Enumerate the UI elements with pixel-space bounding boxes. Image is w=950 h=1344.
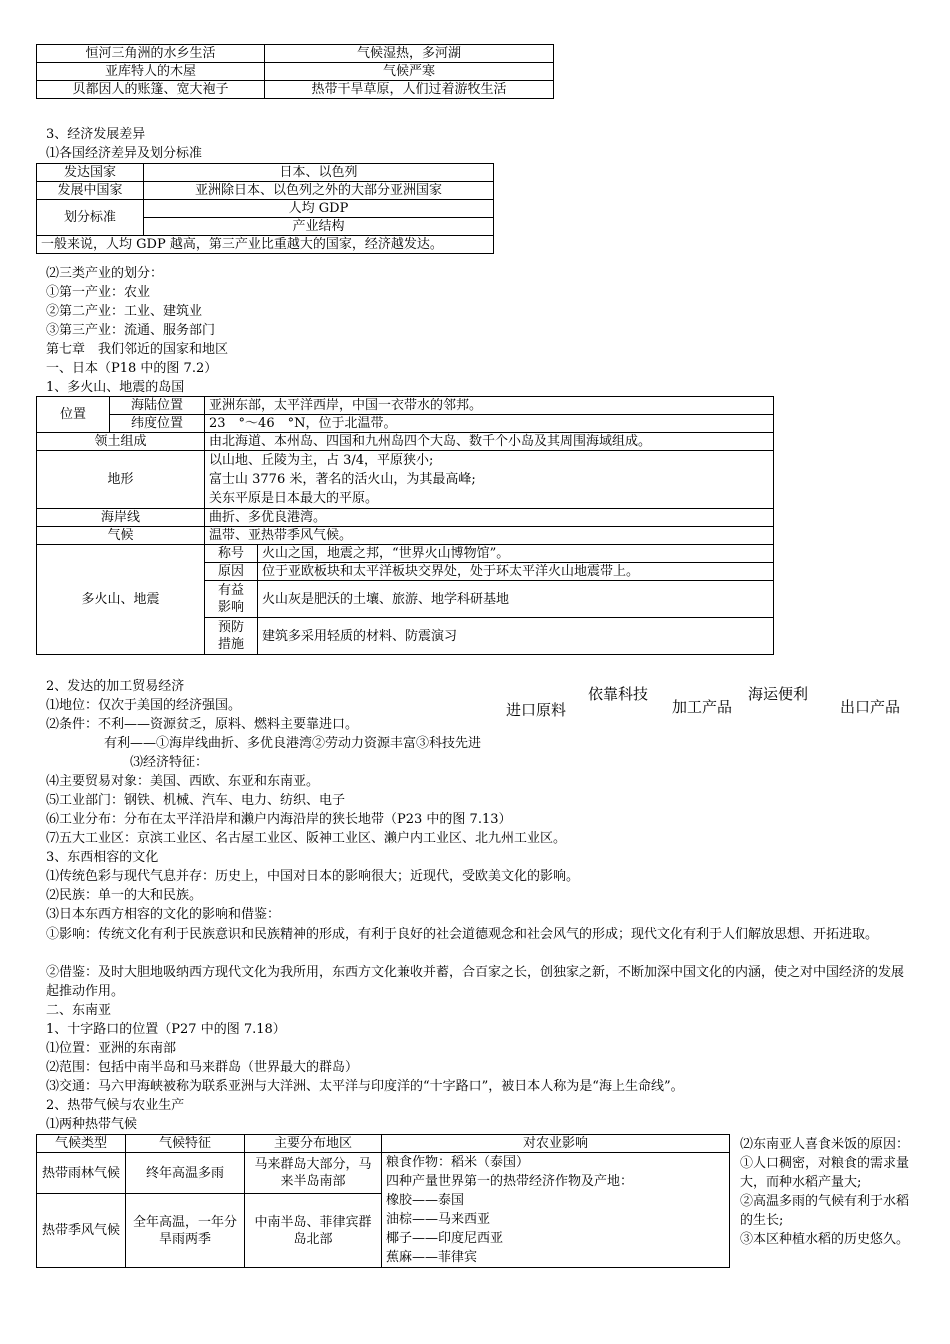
table-cell: 中南半岛、菲律宾群岛北部 <box>245 1194 382 1268</box>
impact-line: 四种产量世界第一的热带经济作物及产地： <box>386 1174 634 1189</box>
table-cell: 火山灰是肥沃的土壤、旅游、地学科研基地 <box>258 581 774 618</box>
terrain-line: 关东平原是日本最大的平原。 <box>209 491 379 506</box>
impact-line: 橡胶——泰国 <box>386 1193 465 1208</box>
list-item: ①第一产业：农业 <box>46 285 151 300</box>
japan-table <box>36 396 774 655</box>
table-cell: 温带、亚热带季风气候。 <box>205 527 774 545</box>
subheading: ⑵三类产业的划分： <box>46 266 164 281</box>
text-line: ⑷主要贸易对象：美国、西欧、东亚和东南亚。 <box>46 774 320 789</box>
section-heading: 3、经济发展差异 <box>46 127 146 142</box>
subheading: 2、发达的加工贸易经济 <box>46 679 185 694</box>
section-heading: 二、东南亚 <box>46 1003 112 1018</box>
table-cell: 产业结构 <box>144 218 494 236</box>
table-cell: 由北海道、本州岛、四国和九州岛四个大岛、数千个小岛及其周围海域组成。 <box>205 433 774 451</box>
table-cell: 一般来说，人均 GDP 越高，第三产业比重越大的国家，经济越发达。 <box>37 236 494 254</box>
table-cell: 贝都因人的账篷、宽大袍子 <box>37 81 265 99</box>
table-cell: 亚库特人的木屋 <box>37 63 265 81</box>
text-line: ⑹工业分布：分布在太平洋沿岸和濑户内海沿岸的狭长地带（P23 中的图 7.13） <box>46 812 512 827</box>
terrain-line: 以山地、丘陵为主，占 3/4，平原狭小; <box>209 453 434 468</box>
paragraph: ②借鉴：及时大胆地吸纳西方现代文化为我所用，东西方文化兼收并蓄，合百家之长，创独家之新，不断加深中国文化的内涵，使之对中国经济的发展起推动作用。 <box>46 965 905 999</box>
table-cell: 热带干旱草原，人们过着游牧生活 <box>265 81 554 99</box>
table-cell: 气候严寒 <box>265 63 554 81</box>
list-item: ②第二产业：工业、建筑业 <box>46 304 203 319</box>
table-cell: 领土组成 <box>37 433 205 451</box>
table-cell: 火山之国，地震之邦，“世界火山博物馆”。 <box>258 545 774 563</box>
table-cell: 热带季风气候 <box>37 1194 126 1268</box>
subheading: ⑴各国经济差异及划分标准 <box>46 146 203 161</box>
table-cell: 恒河三角洲的水乡生活 <box>37 45 265 63</box>
table-header: 气候特征 <box>126 1135 245 1153</box>
table-cell: 建筑多采用轻质的材料、防震演习 <box>258 618 774 655</box>
text-line: ⑺五大工业区：京滨工业区、名古屋工业区、阪神工业区、濑户内工业区、北九州工业区。 <box>46 831 567 846</box>
side-note-title: ⑵东南亚人喜食米饭的原因： <box>740 1137 910 1152</box>
table-cell: 终年高温多雨 <box>126 1153 245 1194</box>
impact-line: 蕉麻——菲律宾 <box>386 1250 478 1265</box>
paragraph: ①影响：传统文化有利于民族意识和民族精神的形成，有利于良好的社会道德观念和社会风气的形成；现代文化有利于人们解放思想、开拓进取。 <box>46 927 879 942</box>
table-cell: 热带雨林气候 <box>37 1153 126 1194</box>
impact-cell <box>382 1153 730 1268</box>
table-cell: 纬度位置 <box>110 415 205 433</box>
subheading: 3、东西相容的文化 <box>46 850 159 865</box>
table-cell: 亚洲东部，太平洋西岸，中国一衣带水的邻邦。 <box>205 397 774 415</box>
table-cell: 海陆位置 <box>110 397 205 415</box>
table-cell: 日本、以色列 <box>144 164 494 182</box>
table-cell <box>205 581 258 618</box>
cell-line: 影响 <box>217 600 244 615</box>
text-line: ⑵民族：单一的大和民族。 <box>46 888 203 903</box>
climate-table <box>36 1134 730 1268</box>
subheading: 1、十字路口的位置（P27 中的图 7.18） <box>46 1022 286 1037</box>
table-cell: 发展中国家 <box>37 182 144 200</box>
text-line: ⑵范围：包括中南半岛和马来群岛（世界最大的群岛） <box>46 1060 359 1075</box>
table-cell: 发达国家 <box>37 164 144 182</box>
cell-line: 措施 <box>217 637 244 652</box>
flow-process-label: 加工产品 <box>672 698 733 716</box>
table-cell: 地形 <box>37 451 205 509</box>
text-line: 有利——①海岸线曲折、多优良港湾②劳动力资源丰富③科技先进 <box>104 736 482 751</box>
terrain-line: 富士山 3776 米，著名的活火山，为其最高峰; <box>209 472 476 487</box>
table-cell <box>205 618 258 655</box>
text-line: ⑶日本东西方相容的文化的影响和借鉴： <box>46 907 281 922</box>
list-item: ③第三产业：流通、服务部门 <box>46 323 216 338</box>
text-line: ⑴位置：亚洲的东南部 <box>46 1041 177 1056</box>
flow-export-label: 出口产品 <box>840 698 901 716</box>
side-note-item: ①人口稠密，对粮食的需求量大，而种水稻产量大; <box>740 1156 910 1190</box>
side-note-item: ③本区种植水稻的历史悠久。 <box>740 1232 910 1247</box>
table-header: 对农业影响 <box>382 1135 730 1153</box>
table-cell: 海岸线 <box>37 509 205 527</box>
table-cell: 称号 <box>205 545 258 563</box>
table-header: 主要分布地区 <box>245 1135 382 1153</box>
table-header: 气候类型 <box>37 1135 126 1153</box>
table-cell: 人均 GDP <box>144 200 494 218</box>
economy-table <box>36 163 494 254</box>
text-line: ⑸工业部门：钢铁、机械、汽车、电力、纺织、电子 <box>46 793 346 808</box>
table-cell: 划分标准 <box>37 200 144 236</box>
table-cell: 气候湿热，多河湖 <box>265 45 554 63</box>
text-line: ⑶交通：马六甲海峡被称为联系亚洲与大洋洲、太平洋与印度洋的“十字路口”，被日本人称为是“海上生命线”。 <box>46 1079 684 1094</box>
table-cell: 气候 <box>37 527 205 545</box>
subheading: 2、热带气候与农业生产 <box>46 1098 185 1113</box>
side-note-item: ②高温多雨的气候有利于水稻的生长; <box>740 1194 910 1228</box>
table-cell: 位于亚欧板块和太平洋板块交界处，处于环太平洋火山地震带上。 <box>258 563 774 581</box>
text-line: ⑶经济特征： <box>130 755 209 770</box>
side-note <box>740 1135 912 1249</box>
table-cell: 多火山、地震 <box>37 545 205 655</box>
text-line: ⑵条件：不利——资源贫乏，原料、燃料主要靠进口。 <box>46 717 359 732</box>
table-cell: 位置 <box>37 397 110 433</box>
table-cell: 马来群岛大部分，马来半岛南部 <box>245 1153 382 1194</box>
impact-line: 油棕——马来西亚 <box>386 1212 491 1227</box>
text-line: ⑴地位：仅次于美国的经济强国。 <box>46 698 242 713</box>
chapter-title: 第七章 我们邻近的国家和地区 <box>46 342 229 357</box>
table-cell: 原因 <box>205 563 258 581</box>
table-cell: 全年高温，一年分旱雨两季 <box>126 1194 245 1268</box>
cell-line: 有益 <box>217 583 244 598</box>
flow-tech-label: 依靠科技 <box>588 685 649 703</box>
subheading: 1、多火山、地震的岛国 <box>46 380 185 395</box>
subheading: ⑴两种热带气候 <box>46 1117 138 1132</box>
flow-ship-label: 海运便利 <box>748 685 809 703</box>
terrain-cell <box>205 451 774 509</box>
impact-line: 椰子——印度尼西亚 <box>386 1231 504 1246</box>
table-cell: 23 °～46 °N，位于北温带。 <box>205 415 774 433</box>
flow-import-label: 进口原料 <box>506 701 567 719</box>
lifestyle-table <box>36 44 554 99</box>
section-heading: 一、日本（P18 中的图 7.2） <box>46 361 218 376</box>
impact-line: 粮食作物：稻米（泰国） <box>386 1155 530 1170</box>
table-cell: 亚洲除日本、以色列之外的大部分亚洲国家 <box>144 182 494 200</box>
text-line: ⑴传统色彩与现代气息并存：历史上，中国对日本的影响很大；近现代，受欧美文化的影响。 <box>46 869 580 884</box>
cell-line: 预防 <box>217 620 244 635</box>
table-cell: 曲折、多优良港湾。 <box>205 509 774 527</box>
